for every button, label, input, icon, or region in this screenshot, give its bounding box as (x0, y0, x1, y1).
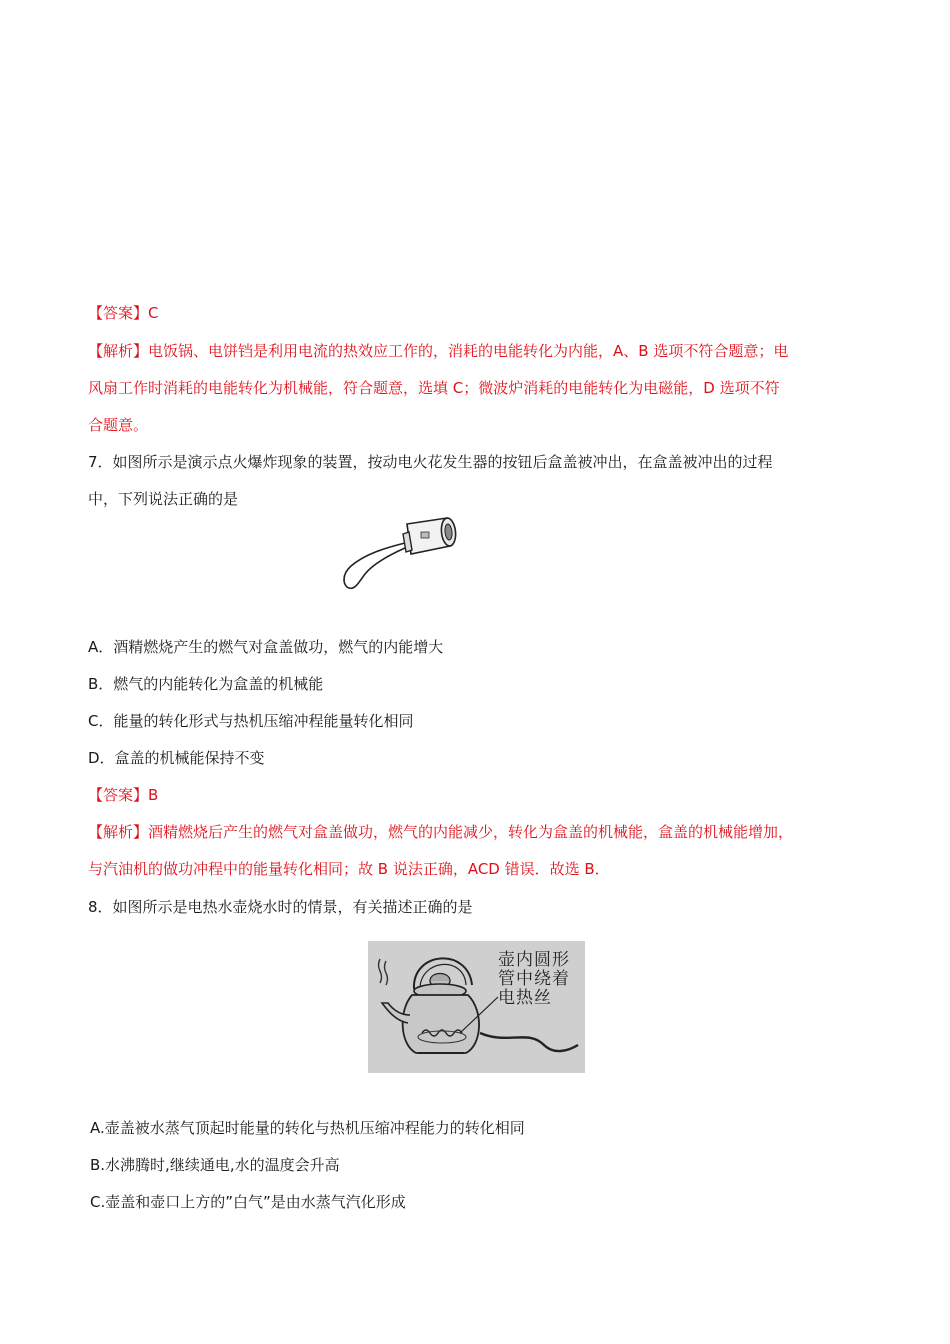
analysis-6-line-3: 合题意。 (88, 416, 149, 434)
kettle-label-line-1: 壶内圆形 (498, 950, 570, 970)
question-8-option-a: A.壶盖被水蒸气顶起时能量的转化与热机压缩冲程能力的转化相同 (90, 1119, 525, 1137)
electric-kettle-figure (368, 941, 585, 1073)
question-7-option-d: D．盒盖的机械能保持不变 (88, 749, 265, 767)
question-8-option-c: C.壶盖和壶口上方的”白气”是由水蒸气汽化形成 (90, 1193, 406, 1211)
analysis-6-line-2: 风扇工作时消耗的电能转化为机械能，符合题意，选填 C；微波炉消耗的电能转化为电磁能，D 选项不符 (88, 379, 780, 397)
question-7-stem-line-1: 7．如图所示是演示点火爆炸现象的装置，按动电火花发生器的按钮后盒盖被冲出，在盒盖被冲出的过程 (88, 453, 773, 471)
question-8-stem: 8．如图所示是电热水壶烧水时的情景，有关描述正确的是 (88, 898, 473, 916)
analysis-7-line-1: 【解析】酒精燃烧后产生的燃气对盒盖做功，燃气的内能减少，转化为盒盖的机械能，盒盖的机械能增加， (88, 823, 794, 841)
question-7-stem-line-2: 中，下列说法正确的是 (88, 490, 239, 508)
question-7-option-b: B．燃气的内能转化为盒盖的机械能 (88, 675, 324, 693)
ignition-device-figure (335, 512, 465, 594)
kettle-label-line-2: 管中绕着 (498, 969, 570, 989)
kettle-figure-label (498, 951, 582, 1008)
question-7-option-a: A．酒精燃烧产生的燃气对盒盖做功，燃气的内能增大 (88, 638, 444, 656)
question-8-option-b: B.水沸腾时,继续通电,水的温度会升高 (90, 1156, 340, 1174)
answer-7: 【答案】B (88, 786, 159, 804)
kettle-label-line-3: 电热丝 (498, 988, 552, 1008)
question-7-option-c: C．能量的转化形式与热机压缩冲程能量转化相同 (88, 712, 414, 730)
analysis-6-line-1: 【解析】电饭锅、电饼铛是利用电流的热效应工作的，消耗的电能转化为内能，A、B 选项不符合题意；电 (88, 342, 789, 360)
analysis-7-line-2: 与汽油机的做功冲程中的能量转化相同；故 B 说法正确，ACD 错误．故选 B． (88, 860, 610, 878)
answer-6: 【答案】C (88, 304, 159, 322)
